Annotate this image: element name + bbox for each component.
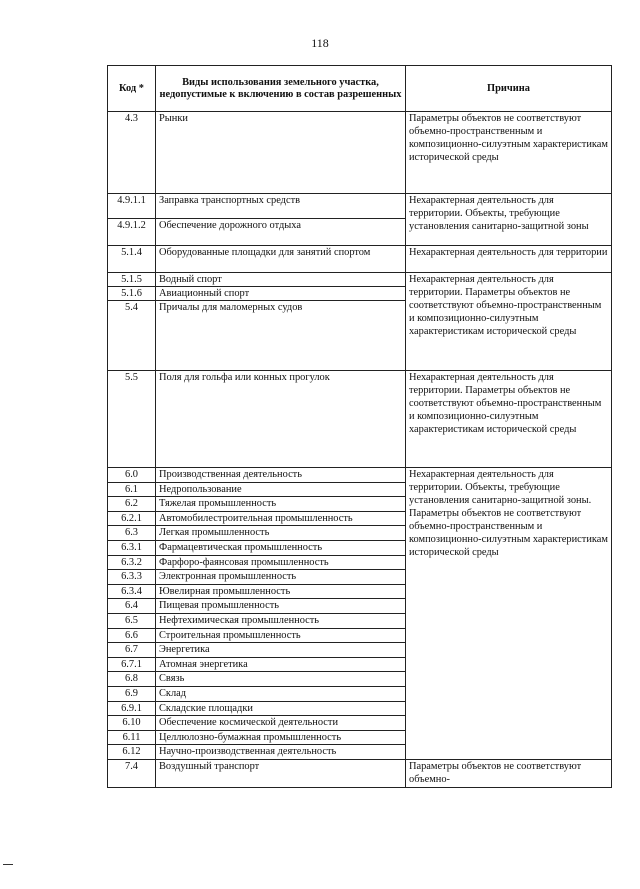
row-code: 6.9 bbox=[108, 686, 156, 701]
row-code: 6.0 bbox=[108, 468, 156, 483]
header-reason: Причина bbox=[406, 66, 612, 112]
scan-mark bbox=[3, 864, 13, 865]
row-code: 6.3.1 bbox=[108, 540, 156, 555]
row-use: Пищевая промышленность bbox=[156, 599, 406, 614]
restrictions-table bbox=[107, 65, 612, 788]
page-number: 118 bbox=[311, 36, 329, 50]
row-code: 6.2.1 bbox=[108, 511, 156, 526]
table-row bbox=[108, 371, 612, 468]
row-code: 6.1 bbox=[108, 482, 156, 497]
row-code: 6.9.1 bbox=[108, 701, 156, 716]
row-use: Рынки bbox=[156, 112, 406, 194]
table-header-row bbox=[108, 66, 612, 112]
table-row bbox=[108, 273, 612, 287]
row-use: Поля для гольфа или конных прогулок bbox=[156, 371, 406, 468]
row-code: 6.11 bbox=[108, 730, 156, 745]
row-use: Недропользование bbox=[156, 482, 406, 497]
row-reason: Нехарактерная деятельность для территории bbox=[406, 246, 612, 273]
row-use: Энергетика bbox=[156, 643, 406, 658]
row-use: Научно-производственная деятельность bbox=[156, 745, 406, 760]
row-code: 5.5 bbox=[108, 371, 156, 468]
row-code: 6.6 bbox=[108, 628, 156, 643]
row-use: Авиационный спорт bbox=[156, 287, 406, 301]
table-row bbox=[108, 246, 612, 273]
table-row bbox=[108, 759, 612, 787]
row-code: 4.9.1.2 bbox=[108, 219, 156, 246]
row-use: Производственная деятельность bbox=[156, 468, 406, 483]
row-reason: Нехарактерная деятельность для территории. Параметры объектов не соответствуют объемно-пространственным и композиционно-силуэтным характеристикам исторической среды bbox=[406, 371, 612, 468]
row-code: 5.1.4 bbox=[108, 246, 156, 273]
row-use: Водный спорт bbox=[156, 273, 406, 287]
row-code: 6.10 bbox=[108, 716, 156, 731]
row-use: Тяжелая промышленность bbox=[156, 497, 406, 512]
row-use: Строительная промышленность bbox=[156, 628, 406, 643]
row-use: Фармацевтическая промышленность bbox=[156, 540, 406, 555]
row-use: Складские площадки bbox=[156, 701, 406, 716]
row-code: 5.1.6 bbox=[108, 287, 156, 301]
row-use: Фарфоро-фаянсовая промышленность bbox=[156, 555, 406, 570]
row-use: Склад bbox=[156, 686, 406, 701]
row-code: 6.3.3 bbox=[108, 570, 156, 585]
row-use: Заправка транспортных средств bbox=[156, 194, 406, 219]
row-reason: Нехарактерная деятельность для территории. Параметры объектов не соответствуют объемно-пространственным и композиционно-силуэтным характеристикам исторической среды bbox=[406, 273, 612, 371]
table-row bbox=[108, 112, 612, 194]
row-code: 6.3.2 bbox=[108, 555, 156, 570]
row-reason: Нехарактерная деятельность для территории. Объекты, требующие установления санитарно-защитной зоны bbox=[406, 194, 612, 246]
row-use: Ювелирная промышленность bbox=[156, 584, 406, 599]
table-row bbox=[108, 194, 612, 219]
row-use: Нефтехимическая промышленность bbox=[156, 613, 406, 628]
row-code: 4.9.1.1 bbox=[108, 194, 156, 219]
row-use: Обеспечение дорожного отдыха bbox=[156, 219, 406, 246]
row-use: Воздушный транспорт bbox=[156, 759, 406, 787]
row-use: Целлюлозно-бумажная промышленность bbox=[156, 730, 406, 745]
row-code: 6.5 bbox=[108, 613, 156, 628]
row-reason: Параметры объектов не соответствуют объемно-пространственным и композиционно-силуэтным характеристикам исторической среды bbox=[406, 112, 612, 194]
row-use: Обеспечение космической деятельности bbox=[156, 716, 406, 731]
row-code: 6.8 bbox=[108, 672, 156, 687]
row-code: 6.3.4 bbox=[108, 584, 156, 599]
row-use: Оборудованные площадки для занятий спортом bbox=[156, 246, 406, 273]
row-use: Электронная промышленность bbox=[156, 570, 406, 585]
row-use: Атомная энергетика bbox=[156, 657, 406, 672]
row-code: 6.7.1 bbox=[108, 657, 156, 672]
header-code: Код * bbox=[108, 66, 156, 112]
table-row bbox=[108, 468, 612, 483]
row-code: 7.4 bbox=[108, 759, 156, 787]
row-reason: Нехарактерная деятельность для территории. Объекты, требующие установления санитарно-защитной зоны. Параметры объектов не соответствуют объемно-пространственным и композиционно-силуэтным характеристикам исторической среды bbox=[406, 468, 612, 760]
row-use: Причалы для маломерных судов bbox=[156, 301, 406, 371]
row-code: 5.4 bbox=[108, 301, 156, 371]
row-reason: Параметры объектов не соответствуют объемно- bbox=[406, 759, 612, 787]
row-code: 6.12 bbox=[108, 745, 156, 760]
row-code: 4.3 bbox=[108, 112, 156, 194]
row-use: Связь bbox=[156, 672, 406, 687]
row-code: 5.1.5 bbox=[108, 273, 156, 287]
row-code: 6.7 bbox=[108, 643, 156, 658]
header-use: Виды использования земельного участка, недопустимые к включению в состав разрешенных bbox=[156, 66, 406, 112]
row-use: Легкая промышленность bbox=[156, 526, 406, 541]
row-code: 6.4 bbox=[108, 599, 156, 614]
row-use: Автомобилестроительная промышленность bbox=[156, 511, 406, 526]
row-code: 6.3 bbox=[108, 526, 156, 541]
row-code: 6.2 bbox=[108, 497, 156, 512]
